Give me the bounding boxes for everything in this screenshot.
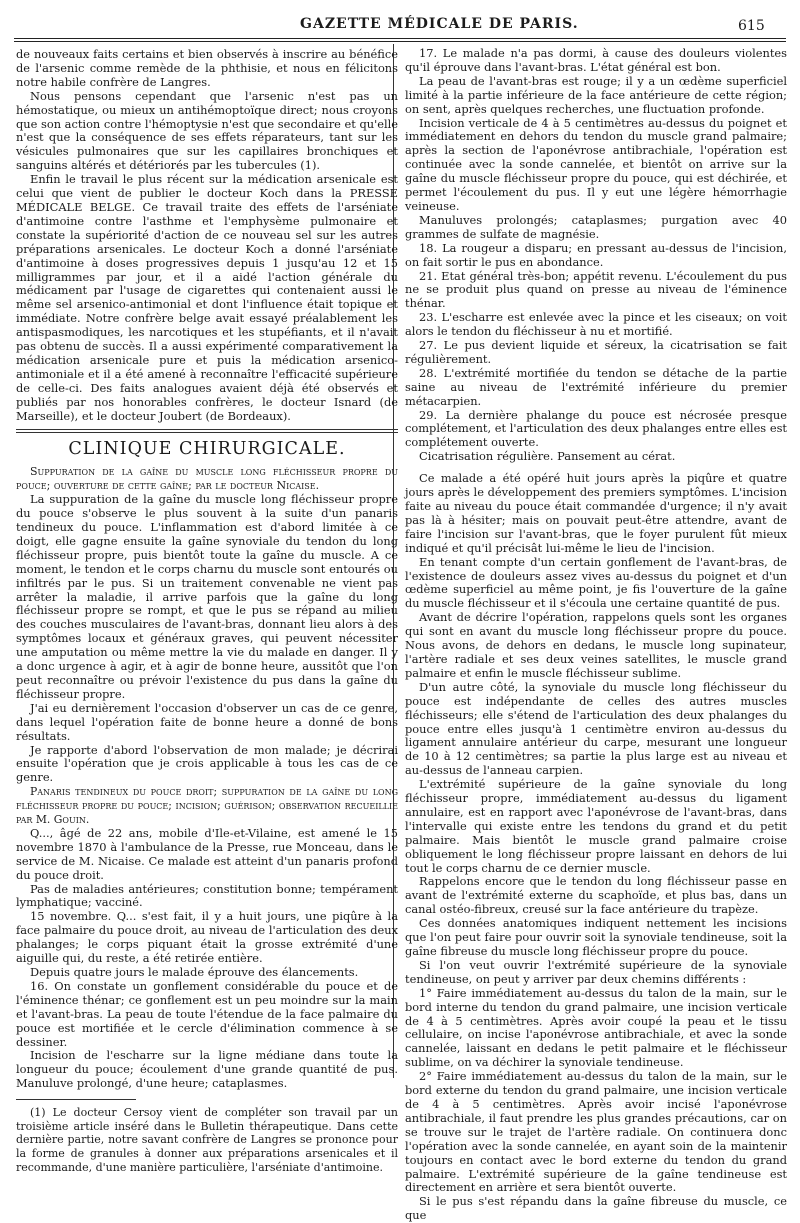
header-rule	[14, 38, 786, 39]
journal-entry: Cicatrisation régulière. Pansement au cérat.	[419, 449, 676, 464]
paragraph: D'un autre côté, la synoviale du muscle long fléchisseur du pouce est indépendante de celles des autres muscles fléchisseurs; elle s'étend de l'articulation des deux phalanges du pouce entre elles jusqu'à 1 centimètre environ au-dessus du ligament annulaire antérieur du carpe, mesurant une longueur de 10 à 12 centimètres; sa partie la plus large est au niveau et au-dessus de l'anneau carpien.	[405, 679, 787, 778]
paragraph: Ce malade a été opéré huit jours après la piqûre et quatre jours après le développement des premiers symptômes. L'incision faite au niveau du pouce était commandée d'urgence; il n'y avait pas là à hésiter; mais on pouvait peut-être attendre, avant de faire l'incision sur l'avant-bras, que le foyer purulent fût mieux indiqué et qu'il précisât lui-même le lieu de l'incision.	[405, 471, 787, 555]
paragraph: La suppuration de la gaîne du muscle long fléchisseur propre du pouce s'observe le plus souvent à la suite d'un panaris tendineux du pouce. L'inflammation est d'abord limitée à ce doigt, elle gagne ensuite la gaîne synoviale du tendon du long fléchisseur propre, puis bientôt toute la gaîne du muscle. A ce moment, le tendon et le corps charnu du muscle sont entourés ou infiltrés par le pus. Si un traitement convenable ne vient pas arrêter la maladie, il arrive parfois que la gaîne du long fléchisseur propre se rompt, et que le pus se répand au milieu des couches musculaires de l'avant-bras, donnant lieu alors à des symptômes locaux et généraux graves, qui peuvent nécessiter une amputation ou même mettre la vie du malade en danger. Il y a donc urgence à agir, et à agir de bonne heure, aussitôt que l'on peut reconnaître ou prévoir l'existence du pus dans la gaîne du fléchisseur propre.	[16, 492, 398, 701]
paragraph: En tenant compte d'un certain gonflement de l'avant-bras, de l'existence de douleurs assez vives au-dessus du poignet et d'un œdème superficiel au même point, je fis l'ouverture de la gaîne du muscle fléchisseur et il s'écoula une certaine quantité de pus.	[405, 554, 787, 611]
paragraph: Je rapporte d'abord l'observation de mon malade; je décrirai ensuite l'opération que je crois applicable à tous les cas de ce genre.	[16, 742, 398, 785]
paragraph: Enfin le travail le plus récent sur la médication arsenicale est celui que vient de publier le docteur Koch dans la PRESSE MÉDICALE BELGE. Ce travail traite des effets de l'arséniate d'antimoine contre l'asthme et l'emphysème pulmonaire et constate la supériorité d'action de ce nouveau sel sur les autres préparations arsenicales. Le docteur Koch a donné l'arséniate d'antimoine à doses progressives depuis 1 jusqu'au 12 et 15 milligrammes par jour, et il a aidé l'action générale du médicament par l'usage de cigarettes qui contenaient aussi le même sel arsenico-antimonial et dont l'influence était topique et immédiate. Notre confrère belge avait essayé préalablement les antispasmodiques, les narcotiques et les stupéfiants, et il n'avait pas obtenu de succès. Il a aussi expérimenté comparativement la médication arsenicale pure et puis la médication arsenico-antimoniale et il a été amené à reconnaître l'efficacité supérieure de celle-ci. Des faits analogues avaient déjà été observés et publiés par nos honorables confrères, le docteur Isnard (de Marseille), et le docteur Joubert (de Bordeaux).	[16, 172, 398, 423]
paragraph: 16. On constate un gonflement considérable du pouce et de l'éminence thénar; ce gonflement est un peu moindre sur la main et l'avant-bras. La peau de toute l'étendue de la face palmaire du pouce est mortifiée et le cercle d'élimination commence à se dessiner.	[16, 978, 398, 1049]
paragraph: 15 novembre. Q... s'est fait, il y a huit jours, une piqûre à la face palmaire du pouce droit, au niveau de l'articulation des deux phalanges; le corps piquant était la grosse extrémité d'une aiguille qui, du reste, a été retirée entière.	[16, 909, 398, 966]
journal-entry: 28. L'extrémité mortifiée du tendon se détache de la partie saine au niveau de l'extrémité inférieure du premier métacarpien.	[405, 365, 787, 408]
journal-entry: 17. Le malade n'a pas dormi, à cause des douleurs violentes qu'il éprouve dans l'avant-bras. L'état général est bon.	[405, 46, 787, 74]
paragraph: Si l'on veut ouvrir l'extrémité supérieure de la synoviale tendineuse, on peut y arriver par deux chemins différents :	[405, 957, 787, 986]
journal-entry: Manuluves prolongés; cataplasmes; purgation avec 40 grammes de sulfate de magnésie.	[405, 212, 787, 241]
paragraph: Incision de l'escharre sur la ligne médiane dans toute la longueur du pouce; écoulement d'une grande quantité de pus. Manuluve prolongé, d'une heure; cataplasmes.	[16, 1048, 398, 1091]
section-title: CLINIQUE CHIRURGICALE.	[68, 439, 346, 460]
paragraph: Si le pus s'est répandu dans la gaîne fibreuse du muscle, ce que	[405, 1194, 787, 1223]
footnote-rule	[16, 1099, 136, 1100]
paragraph: Pas de maladies antérieures; constitution bonne; tempérament lymphatique; vacciné.	[16, 881, 398, 910]
observation-title: Panaris tendineux du pouce droit; suppuration de la gaîne du long fléchisseur propre du pouce; incision; guérison; observation recueillie par M. Gouin.	[16, 785, 398, 827]
right-column	[405, 47, 787, 1223]
journal-entry: 29. La dernière phalange du pouce est nécrosée presque complétement, et l'articulation des deux phalanges entre elles est complétement ouverte.	[405, 407, 787, 450]
article-subtitle: Suppuration de la gaîne du muscle long fléchisseur propre du pouce; ouverture de cette gaîne; par le docteur Nicaise.	[16, 465, 398, 493]
page-number: 615	[738, 18, 765, 34]
footnote: (1) Le docteur Cersoy vient de compléter son travail par un troisième article inséré dans le Bulletin thérapeutique. Dans cette dernière partie, notre savant confrère de Langres se prononce pour la forme de granules à donner aux préparations arsenicales et il recommande, d'une manière particulière, l'arséniate d'antimoine.	[16, 1106, 398, 1174]
paragraph: Avant de décrire l'opération, rappelons quels sont les organes qui sont en avant du muscle long fléchisseur propre du pouce. Nous avons, de dehors en dedans, le muscle long supinateur, l'artère radiale et ses deux veines satellites, le muscle grand palmaire et enfin le muscle fléchisseur sublime.	[405, 610, 787, 680]
running-header-title: GAZETTE MÉDICALE DE PARIS.	[300, 16, 579, 32]
paragraph: Rappelons encore que le tendon du long fléchisseur passe en avant de l'extrémité externe du scaphoïde, et plus bas, dans un canal ostéo-fibreux, creusé sur la face antérieure du trapèze.	[405, 874, 787, 917]
journal-entry: La peau de l'avant-bras est rouge; il y a un œdème superficiel limité à la partie inférieure de la face antérieure de cette région; on sent, après quelques recherches, une fluctuation profonde.	[405, 73, 787, 116]
paragraph: de nouveaux faits certains et bien observés à inscrire au bénéfice de l'arsenic comme remède de la phthisie, et nous en félicitons notre habile confrère de Langres.	[16, 47, 398, 89]
paragraph: Depuis quatre jours le malade éprouve des élancements.	[30, 965, 359, 979]
section-rule	[16, 429, 398, 433]
paragraph: J'ai eu dernièrement l'occasion d'observer un cas de ce genre, dans lequel l'opération faite de bonne heure a donné de bons résultats.	[16, 700, 398, 743]
journal-entry: 23. L'escharre est enlevée avec la pince et les ciseaux; on voit alors le tendon du fléchisseur à nu et mortifié.	[405, 310, 787, 339]
paragraph: Ces données anatomiques indiquent nettement les incisions que l'on peut faire pour ouvrir soit la synoviale tendineuse, soit la gaîne fibreuse du muscle long fléchisseur propre du pouce.	[405, 916, 787, 958]
journal-entry: 18. La rougeur a disparu; en pressant au-dessus de l'incision, on fait sortir le pus en abondance.	[405, 240, 787, 269]
paragraph: Nous pensons cependant que l'arsenic n'est pas un hémostatique, ou mieux un antihémoptoïque direct; nous croyons que son action contre l'hémoptysie n'est que secondaire et qu'elle n'est que la conséquence de ses effets réparateurs, tant sur les vésicules pulmonaires que sur les capillaires bronchiques et sanguins altérés et détériorés par les tubercules (1).	[16, 88, 398, 173]
paragraph: L'extrémité supérieure de la gaîne synoviale du long fléchisseur propre, immédiatement au-dessus du ligament annulaire, est en rapport avec l'aponévrose de l'avant-bras, dans l'intervalle qui existe entre les tendons du grand et du petit palmaire. Mais bientôt le muscle grand palmaire croise obliquement le long fléchisseur propre laissant en dehors de lui tout le corps charnu de ce dernier muscle.	[405, 777, 787, 875]
paragraph: 2° Faire immédiatement au-dessus du talon de la main, sur le bord externe du tendon du grand palmaire, une incision verticale de 4 à 5 centimètres. Après avoir incisé l'aponévrose antibrachiale, il faut prendre les plus grandes précautions, car on se trouve sur le trajet de l'artère radiale. On continuera donc l'opération avec la sonde cannelée, en ayant soin de la maintenir toujours en contact avec le bord externe du tendon du grand palmaire. L'extrémité supérieure de la gaîne tendineuse est directement en arrière et sera bientôt ouverte.	[405, 1069, 787, 1195]
left-column	[16, 48, 398, 1174]
paragraph: Q..., âgé de 22 ans, mobile d'Ile-et-Vilaine, est amené le 15 novembre 1870 à l'ambulance de la Presse, rue Monceau, dans le service de M. Nicaise. Ce malade est atteint d'un panaris profond du pouce droit.	[16, 825, 398, 882]
paragraph: 1° Faire immédiatement au-dessus du talon de la main, sur le bord interne du tendon du grand palmaire, une incision verticale de 4 à 5 centimètres. Après avoir coupé la peau et le tissu cellulaire, on incise l'aponévrose antibrachiale, et avec la sonde cannelée, laissant en dedans le petit palmaire et le fléchisseur sublime, on va déchirer la synoviale tendineuse.	[405, 985, 787, 1070]
journal-entry: 27. Le pus devient liquide et séreux, la cicatrisation se fait régulièrement.	[405, 338, 787, 366]
header-rule-double	[14, 41, 786, 42]
journal-entry: Incision verticale de 4 à 5 centimètres au-dessus du poignet et immédiatement en dehors du tendon du muscle grand palmaire; après la section de l'aponévrose antibrachiale, l'opération est continuée avec la sonde cannelée, et bientôt on arrive sur la gaîne du muscle fléchisseur propre du pouce, qui est déchirée, et permet l'écoulement du pus. Il y eut une légère hémorrhagie veineuse.	[405, 115, 787, 213]
journal-entry: 21. Etat général très-bon; appétit revenu. L'écoulement du pus ne se produit plus quand on presse au niveau de l'éminence thénar.	[405, 268, 787, 311]
